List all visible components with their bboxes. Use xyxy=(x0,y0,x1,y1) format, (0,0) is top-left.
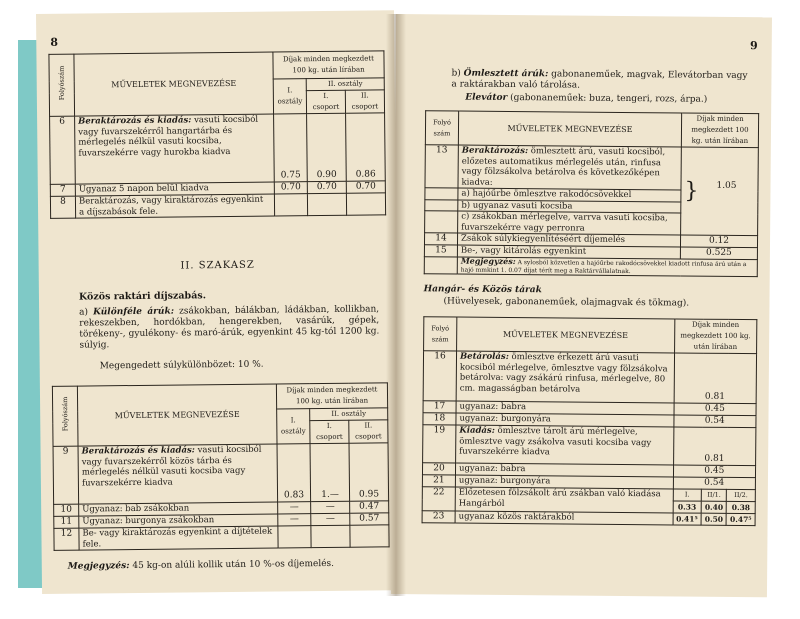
table-row: 21 ugyanaz: burgonyára 0.54 xyxy=(422,475,755,490)
hangar-description: (Hüvelyesek, gabonaneműek, olajmagvak és tökmag). xyxy=(443,296,690,309)
subsection-title: Közös raktári díjszabás. xyxy=(78,290,207,303)
elevator-line: Elevátor (gabonaneműek: buza, tengeri, rozs, árpa.) xyxy=(465,92,708,105)
table-row: 16 Betárolás: ömlesztve érkezett árú vasuti kocsiból mérlegelve, ömlesztve vagy fölzsákolva betárolva: vagy zsákárú rinfusa, mérlegelve, 80 cm. magasságban betárolva 0.81 xyxy=(423,351,756,404)
table-note: Megjegyzés: A sylosból közvetlen a hajóűrbe rakodócsövekkel kiadott rinfusa árú után a hajó mmkint 1. 0.07 díjat térít meg a Raktárvállalatnak. xyxy=(457,257,757,277)
paragraph-b: b) Ömlesztett árúk: gabonaneműek, magvak, Elevátorban vagy a raktárakban való tárolása. xyxy=(451,68,748,91)
header-muveletek: MŰVELETEK MEGNEVEZÉSE xyxy=(74,52,274,116)
table-row: 11 Ugyanaz: burgonya zsákokban — — 0.57 xyxy=(54,513,389,529)
header-ii-osztaly: II. osztály xyxy=(310,408,388,421)
right-page xyxy=(391,14,772,597)
hangar-heading: Hangár- és Közös tárak xyxy=(423,284,542,296)
elevator-table xyxy=(424,110,759,277)
brace-icon: } xyxy=(684,178,699,204)
table-row: 7 Ugyanaz 5 napon belül kiadva 0.70 0.70 0.70 xyxy=(50,181,385,197)
table-row: a) hajóűrbe ömlesztve rakodócsövekkel xyxy=(425,188,758,202)
table-row: 12 Be- vagy kiraktározás egyenkint a díjtételek fele. xyxy=(54,525,389,551)
tariff-table-2 xyxy=(52,382,390,551)
header-folyoszam: Folyószám xyxy=(57,65,66,101)
table-row: 14 Zsákok súlykiegyenlítéséért díjemelés 0.12 xyxy=(424,233,757,248)
table-row: 22 Előzetesen fölzsákolt árú zsákban való kiadása Hangárból I. II/1. II/2. xyxy=(422,487,755,502)
header-dijak: Díjak minden megkezdett 100 kg. után lírában xyxy=(681,113,758,148)
book-gutter xyxy=(386,14,406,596)
table-row: 17 ugyanaz: babra 0.45 xyxy=(423,401,756,416)
header-ii-csoport: II. csoport xyxy=(345,90,384,113)
weight-tolerance-note: Megengedett súlykülönbözet: 10 %. xyxy=(99,359,264,372)
left-page xyxy=(36,10,400,594)
header-i-csoport: I. csoport xyxy=(306,90,345,113)
page-number: 8 xyxy=(50,35,59,49)
table-row: 6 Beraktározás és kiadás: vasuti kocsiból vagy fuvarszekérről hangartárba és mérlegelés nélkül vasuti kocsiba, fuvarszekérre vagy hurokba kiadva 0.75 0.90 0.86 xyxy=(50,113,386,185)
table-row: 18 ugyanaz: burgonyára 0.54 xyxy=(423,413,756,428)
table-row: c) zsákokban mérlegelve, varrva vasuti kocsiba, fuvarszekérre vagy perronra xyxy=(425,211,758,236)
tariff-table-1 xyxy=(48,50,386,219)
header-folyoszam: Folyószám xyxy=(60,396,69,432)
table-row: 0.33 0.40 0.38 xyxy=(422,499,755,514)
header-i-osztaly: I. osztály xyxy=(273,79,306,114)
header-ii-csoport: II. csoport xyxy=(349,420,388,443)
table-row: 9 Beraktározás és kiadás: vasuti kocsiból vagy fuvarszekérről közös tárba és mérlegelés nélkül vasuti kocsiba vagy fuvarszekérre kiadva 0.83 1.— 0.95 xyxy=(53,443,389,505)
table-row: 8 Beraktározás, vagy kiraktározás egyenkint a díjszabások fele. xyxy=(50,193,385,219)
header-ii-osztaly: II. osztály xyxy=(306,78,384,91)
header-dijak: Díjak minden megkezdett 100 kg. után lírában xyxy=(276,383,387,409)
header-i-osztaly: I. osztály xyxy=(277,409,310,444)
table-row xyxy=(424,257,757,277)
table-row: 15 Be-, vagy kitárolás egyenkint 0.525 xyxy=(424,245,757,260)
header-muveletek: MŰVELETEK MEGNEVEZÉSE xyxy=(77,384,277,446)
table-row: 10 Ugyanaz: bab zsákokban — — 0.47 xyxy=(54,501,389,517)
header-folyoszam: Folyó szám xyxy=(424,317,457,351)
table-row: 20 ugyanaz: babra 0.45 xyxy=(422,463,755,478)
page-number: 9 xyxy=(750,39,758,53)
paragraph-a: a) Különféle árúk: zsákokban, bálákban, ládákban, kollikban, rekeszekben, hordókban, hengerekben, vasárúk, gépek, törékeny-, gyulékony- és maró-árúk, egyenkint 45 kg-tól 1200 kg. súlyig. xyxy=(79,304,380,351)
header-muveletek: MŰVELETEK MEGNEVEZÉSE xyxy=(457,317,675,353)
header-dijak: Díjak minden megkezdett 100 kg. után lírában xyxy=(273,51,384,79)
header-dijak: Díjak minden megkezdett 100 kg. után lírában xyxy=(674,319,757,354)
table-row: 23 ugyanaz közös raktárakból 0.41⁵ 0.50 0.47⁵ xyxy=(422,511,755,526)
table-row: 13 Beraktározás: ömlesztett árú, vasuti kocsiból, előzetes automatikus mérlegelés után, rinfusa vagy fölzsákolva betárolva és következőképen kiadva: } 1.05 xyxy=(425,145,758,191)
hangar-table xyxy=(422,316,758,526)
header-i-csoport: I. csoport xyxy=(310,420,349,443)
table-row: b) ugyanaz vasuti kocsiba xyxy=(425,199,758,213)
header-folyoszam: Folyó szám xyxy=(425,111,458,145)
header-muveletek: MŰVELETEK MEGNEVEZÉSE xyxy=(458,111,681,147)
table-row: 19 Kiadás: ömlesztve tárolt árú mérlegelve, ömlesztve vagy zsákolva vasuti kocsiba vagy fuvarszekérre kiadva 0.81 xyxy=(423,425,756,466)
footnote: Megjegyzés: 45 kg-on alúli kollik után 10 %-os díjemelés. xyxy=(67,558,335,572)
section-title: II. SZAKASZ xyxy=(180,259,255,272)
